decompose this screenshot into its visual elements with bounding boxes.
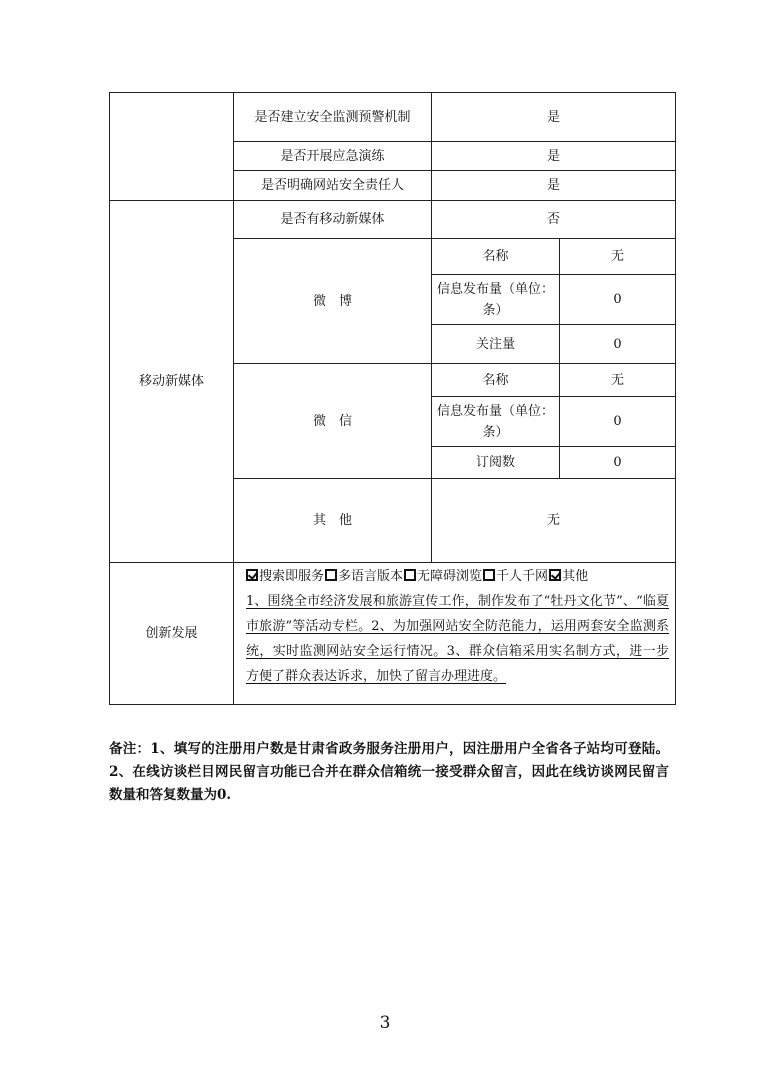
option-label: 搜索即服务 — [259, 569, 325, 584]
footnote: 备注：1、填写的注册用户数是甘肃省政务服务注册用户，因注册用户全省各子站均可登陆。2、在线访谈栏目网民留言功能已合并在群众信箱统一接受群众留言，因此在线访谈网民留言数量和答复数量为0. — [109, 741, 669, 803]
option-multilingual[interactable] — [325, 569, 403, 584]
security-responsible-label: 是否明确网站安全责任人 — [234, 171, 432, 201]
table-row — [110, 93, 676, 142]
option-search-as-service[interactable] — [246, 569, 324, 584]
wechat-subscribers-label: 订阅数 — [432, 447, 560, 479]
security-section-cell — [110, 93, 234, 201]
wechat-posts-label: 信息发布量（单位：条） — [432, 397, 560, 447]
warning-mechanism-value: 是 — [432, 93, 676, 142]
checkbox-unchecked-icon[interactable] — [483, 569, 495, 581]
checkbox-unchecked-icon[interactable] — [404, 569, 416, 581]
report-table — [109, 92, 676, 705]
has-mobile-media-value: 否 — [432, 201, 676, 239]
other-media-label: 其 他 — [234, 479, 432, 563]
emergency-drill-value: 是 — [432, 142, 676, 171]
weibo-label: 微 博 — [234, 239, 432, 364]
table-row — [110, 563, 676, 705]
option-label: 其他 — [562, 569, 589, 584]
option-label: 无障碍浏览 — [417, 569, 483, 584]
option-other[interactable] — [549, 569, 588, 584]
innovation-content-cell — [234, 563, 676, 705]
page-number: 3 — [379, 1013, 391, 1033]
innovation-options — [246, 567, 669, 587]
checkbox-checked-icon[interactable] — [246, 569, 258, 581]
wechat-subscribers-value: 0 — [560, 447, 676, 479]
warning-mechanism-label: 是否建立安全监测预警机制 — [234, 93, 432, 142]
option-label: 千人千网 — [496, 569, 549, 584]
security-responsible-value: 是 — [432, 171, 676, 201]
checkbox-unchecked-icon[interactable] — [325, 569, 337, 581]
checkbox-checked-icon[interactable] — [549, 569, 561, 581]
weibo-name-label: 名称 — [432, 239, 560, 275]
wechat-posts-value: 0 — [560, 397, 676, 447]
innovation-section-label: 创新发展 — [110, 563, 234, 705]
weibo-posts-label: 信息发布量（单位：条） — [432, 275, 560, 325]
weibo-name-value: 无 — [560, 239, 676, 275]
mobile-media-section-label: 移动新媒体 — [110, 201, 234, 563]
table-row — [110, 201, 676, 239]
option-personalized-web[interactable] — [483, 569, 548, 584]
wechat-name-label: 名称 — [432, 364, 560, 397]
option-accessible-browsing[interactable] — [404, 569, 482, 584]
wechat-label: 微 信 — [234, 364, 432, 479]
has-mobile-media-label: 是否有移动新媒体 — [234, 201, 432, 239]
option-label: 多语言版本 — [338, 569, 404, 584]
other-media-value: 无 — [432, 479, 676, 563]
emergency-drill-label: 是否开展应急演练 — [234, 142, 432, 171]
weibo-posts-value: 0 — [560, 275, 676, 325]
innovation-description: 1、围绕全市经济发展和旅游宣传工作，制作发布了“牡丹文化节”、“临夏市旅游”等活动专栏。2、为加强网站安全防范能力，运用两套安全监测系统，实时监测网站安全运行情况。3、群众信箱采用实名制方式，进一步方便了群众表达诉求，加快了留言办理进度。 — [246, 594, 670, 684]
weibo-followers-label: 关注量 — [432, 325, 560, 364]
wechat-name-value: 无 — [560, 364, 676, 397]
weibo-followers-value: 0 — [560, 325, 676, 364]
